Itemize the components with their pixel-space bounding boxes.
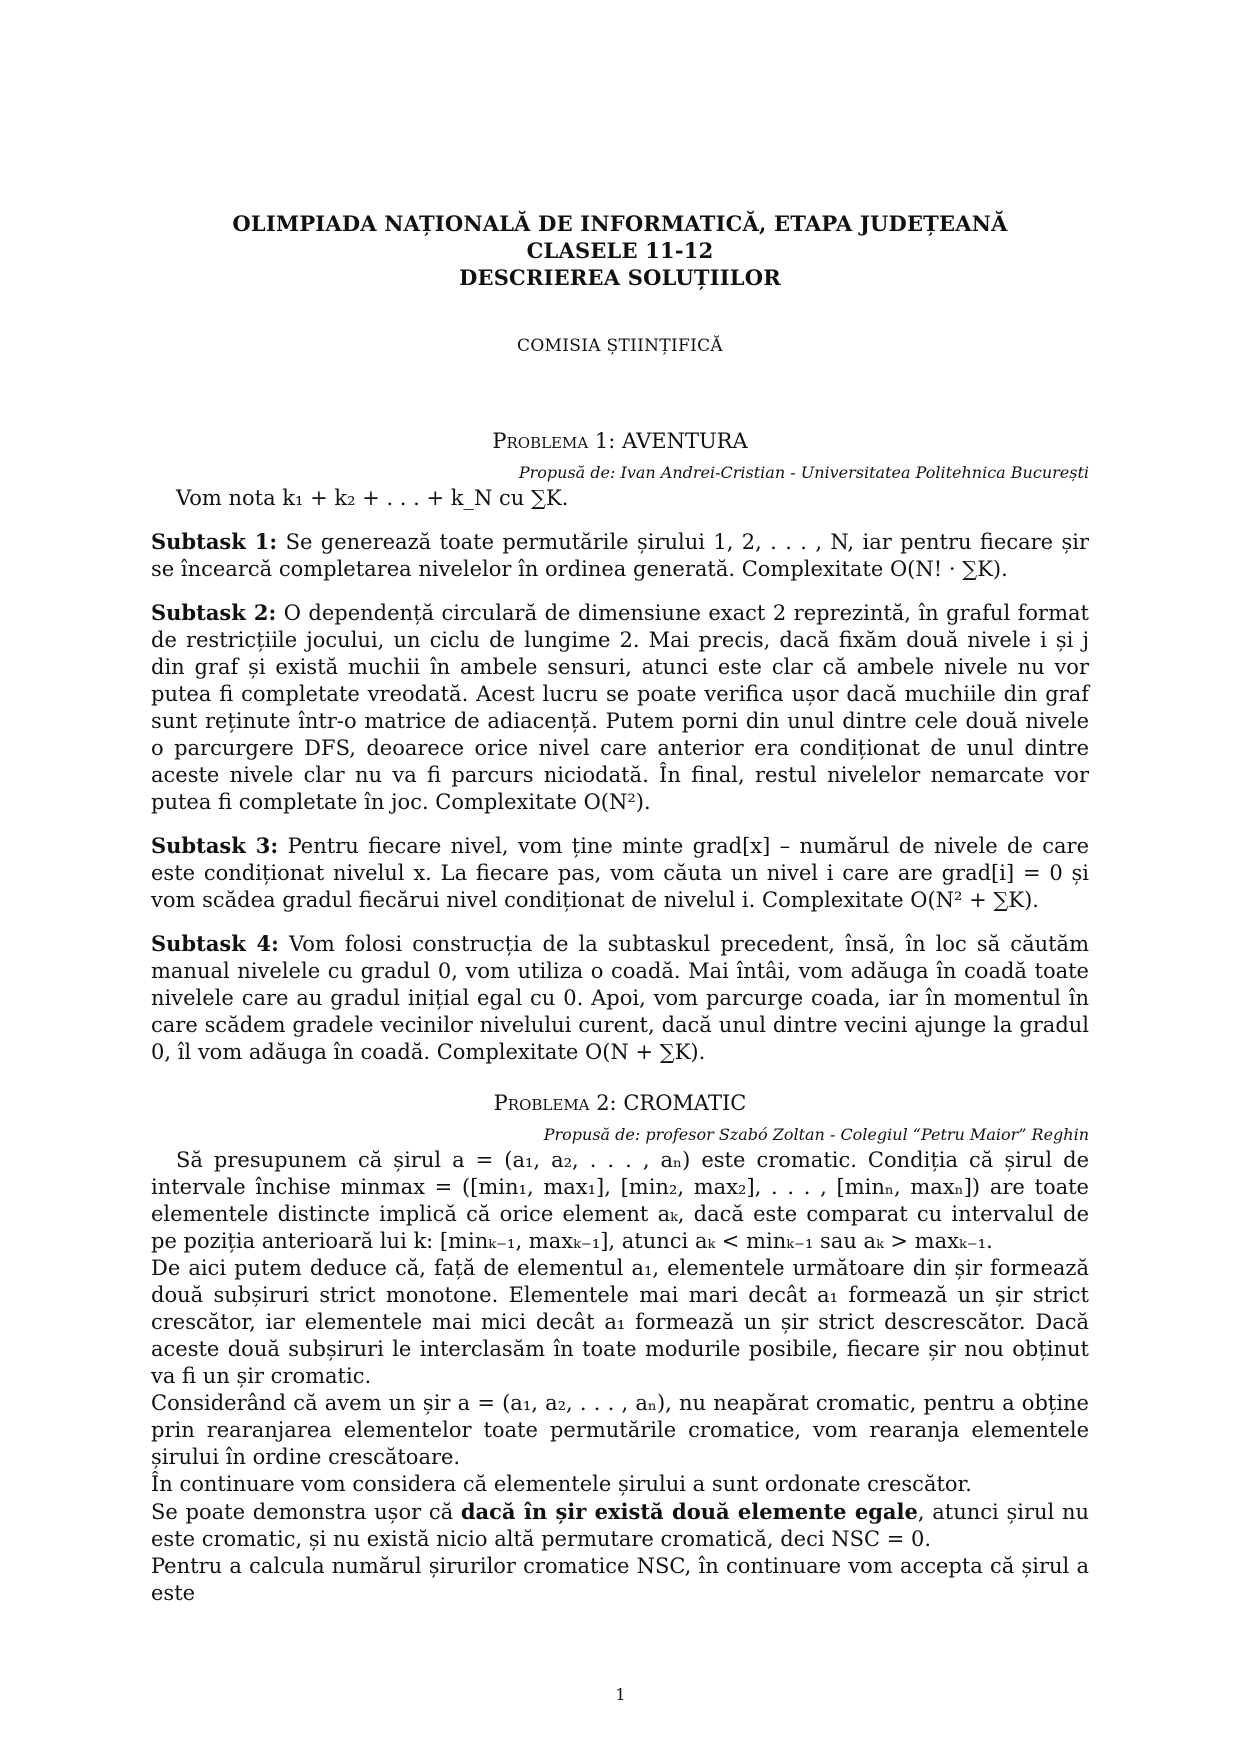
subtask-4 [151,930,1089,1066]
problem-2-proposer: Propusă de: profesor Szabó Zoltan - Colegiul “Petru Maior” Reghin [543,1125,1089,1144]
page-number: 1 [615,1685,626,1704]
paragraph-5-bold-phrase: dacă în șir există două elemente egale [460,1499,918,1524]
problem-1-proposer: Propusă de: Ivan Andrei-Cristian - Universitatea Politehnica București [518,463,1089,482]
problem-2-paragraph-1: Să presupunem că șirul a = (a₁, a₂, . . . , aₙ) este cromatic. Condiția că șirul de intervale închise minmax = ([min₁, max₁], [min₂, max₂], . . . , [minₙ, maxₙ]) are toate elementele distincte implică că orice element aₖ, dacă este comparat cu intervalul de pe poziția anterioară lui k: [minₖ₋₁, maxₖ₋₁], atunci aₖ < minₖ₋₁ sau aₖ > maxₖ₋₁. [151,1148,1089,1253]
problem-1-intro: Vom nota k₁ + k₂ + . . . + k_N cu ∑K. [176,486,569,510]
problem-2-heading [151,1090,1089,1117]
title-line-1: OLIMPIADA NAȚIONALĂ DE INFORMATICĂ, ETAPA JUDEȚEANĂ [232,211,1008,236]
subtask-2 [151,599,1089,816]
problem-2-paragraph-3: Considerând că avem un șir a = (a₁, a₂, . . . , aₙ), nu neapărat cromatic, pentru a obține prin rearanjarea elementelor toate permutările cromatice, vom rearanja elementele șirului în ordine crescătoare. [151,1391,1089,1469]
subtask-3-label: Subtask 3: [151,833,279,858]
subtask-1 [151,528,1089,583]
subtask-2-text: O dependență circulară de dimensiune exact 2 reprezintă, în graful format de restricțiile jocului, un ciclu de lungime 2. Mai precis, dacă fixăm două nivele i și j din graf și există muchii în ambele sensuri, atunci este clar că ambele nivele nu vor putea fi completate vreodată. Acest lucru se poate verifica ușor dacă muchiile din graf sunt reținute într-o matrice de adiacență. Putem porni din unul dintre cele două nivele o parcurgere DFS, deoarece orice nivel care anterior era condiționat de unul dintre aceste nivele clar nu va fi parcurs niciodată. În final, restul nivelelor nemarcate vor putea fi completate în joc. Complexitate O(N²). [151,601,1089,814]
problem-2-paragraph-6: Pentru a calcula numărul șirurilor cromatice NSC, în continuare vom accepta că șirul a este [151,1554,1089,1605]
title-line-3: DESCRIEREA SOLUȚIILOR [459,265,781,290]
paragraph-5-text-before: Se poate demonstra ușor că [151,1500,461,1524]
title-line-2: CLASELE 11-12 [526,238,714,263]
problem-1-label: Problema 1: [492,429,616,453]
subtask-3 [151,832,1089,914]
subtask-2-label: Subtask 2: [151,600,277,625]
problem-2-paragraph-2: De aici putem deduce că, față de elementul a₁, elementele următoare din șir formează două subșiruri strict monotone. Elementele mai mari decât a₁ formează un șir strict crescător, iar elementele mai mici decât a₁ formează un șir strict descrescător. Dacă aceste două subșiruri le interclasăm în toate modurile posibile, fiecare șir nou obținut va fi un șir cromatic. [151,1256,1089,1388]
page-content [151,210,1089,1607]
commission-name: COMISIA ȘTIINȚIFICĂ [517,336,723,356]
problem-2-paragraph-4: În continuare vom considera că elementele șirului a sunt ordonate crescător. [151,1472,972,1496]
subtask-1-label: Subtask 1: [151,529,278,554]
subtask-1-text: Se generează toate permutările șirului 1, 2, . . . , N, iar pentru fiecare șir se încearcă completarea nivelelor în ordinea generată. Complexitate O(N! · ∑K). [151,530,1089,581]
subtask-4-label: Subtask 4: [151,931,279,956]
subtask-4-text: Vom folosi construcția de la subtaskul precedent, însă, în loc să căutăm manual nivelele cu gradul 0, vom utiliza o coadă. Mai întâi, vom adăuga în coadă toate nivelele care au gradul inițial egal cu 0. Apoi, vom parcurge coada, iar în momentul în care scădem gradele vecinilor nivelului curent, dacă unul dintre vecini ajunge la gradul 0, îl vom adăuga în coadă. Complexitate O(N + ∑K). [151,932,1089,1064]
paragraph-5-text-after: , atunci șirul nu este cromatic, și nu există nicio altă permutare cromatică, deci NSC = 0. [151,1500,1089,1551]
document-title [151,210,1089,291]
subtask-3-text: Pentru fiecare nivel, vom ține minte grad[x] – numărul de nivele de care este condiționat nivelul x. La fiecare pas, vom căuta un nivel i care are grad[i] = 0 și vom scădea gradul fiecărui nivel condiționat de nivelul i. Complexitate O(N² + ∑K). [151,834,1089,912]
problem-1-name: AVENTURA [621,429,748,453]
problem-2-name: CROMATIC [623,1091,747,1115]
problem-2-label: Problema 2: [493,1091,617,1115]
problem-2-paragraph-5 [151,1498,1089,1553]
problem-1-heading [151,428,1089,455]
